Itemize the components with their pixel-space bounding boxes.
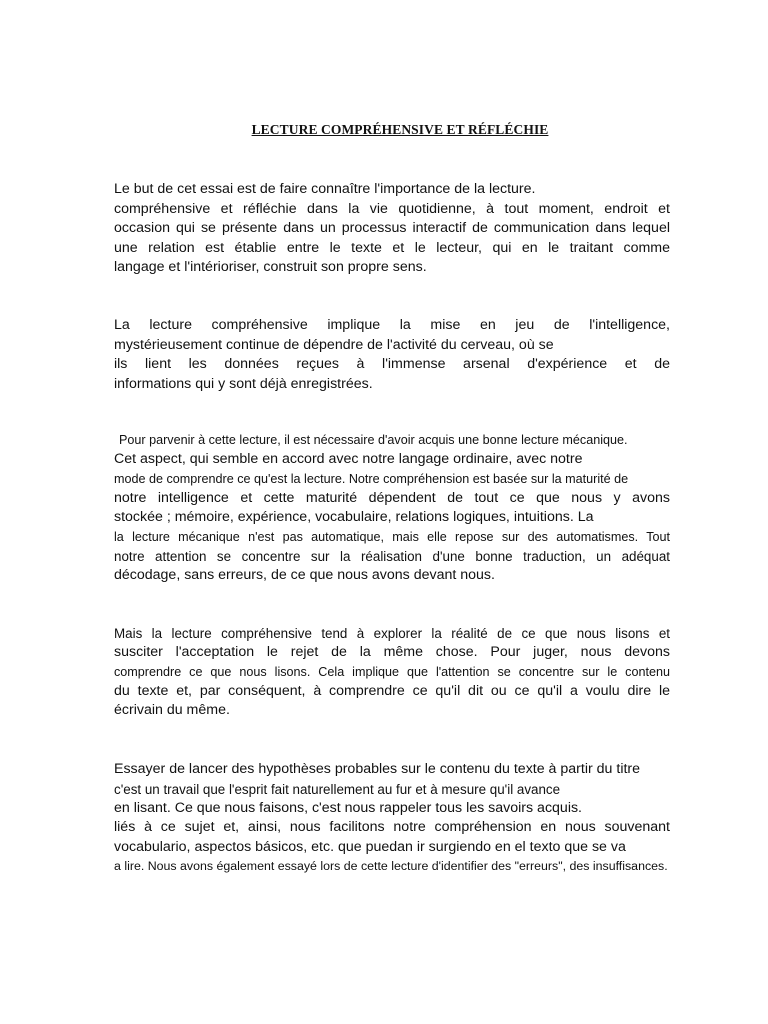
paragraph-line: c'est un travail que l'esprit fait naturellement au fur et à mesure qu'il avance [114,781,561,797]
paragraph-line: Pour parvenir à cette lecture, il est nécessaire d'avoir acquis une bonne lecture mécanique. [119,433,628,447]
paragraph-line: vocabulario, aspectos básicos, etc. que puedan ir surgiendo en el texto que se va [114,838,626,855]
paragraph-line: en lisant. Ce que nous faisons, c'est nous rappeler tous les savoirs acquis. [114,799,583,816]
paragraph-line: langage et l'intérioriser, construit son propre sens. [114,259,427,276]
paragraph-line: La lecture compréhensive implique la mise en jeu de l'intelligence, [114,317,670,333]
paragraph-line: comprendre ce que nous lisons. Cela implique que l'attention se concentre sur le contenu [114,664,670,679]
paragraph-line: Le but de cet essai est de faire connaître l'importance de la lecture. [114,181,536,197]
paragraph-line: la lecture mécanique n'est pas automatique, mais elle repose sur des automatismes. Tout [114,529,670,544]
paragraph-line: stockée ; mémoire, expérience, vocabulaire, relations logiques, intuitions. La [114,509,594,526]
paragraph-line: une relation est établie entre le texte et le lecteur, qui en le traitant comme [114,239,670,256]
paragraph-comprehensive-reading [114,624,670,721]
paragraph-line: notre attention se concentre sur la réalisation d'une bonne traduction, un adéquat [114,548,670,564]
document-title: LECTURE COMPRÉHENSIVE ET RÉFLÉCHIE [251,122,549,137]
paragraph-hypotheses [114,760,670,876]
paragraph-line: a lire. Nous avons également essayé lors de cette lecture d'identifier des "erreurs", des insuffisances. [114,859,668,874]
paragraph-line: susciter l'acceptation le rejet de la même chose. Pour juger, nous devons [114,644,670,660]
paragraph-line: notre intelligence et cette maturité dépendent de tout ce que nous y avons [114,489,670,506]
paragraph-line: informations qui y sont déjà enregistrées. [114,375,373,392]
paragraph-line: ils lient les données reçues à l'immense arsenal d'expérience et de [114,356,670,373]
paragraph-line: du texte et, par conséquent, à comprendre ce qu'il dit ou ce qu'il a voulu dire le [114,682,670,699]
paragraph-intelligence [114,316,670,394]
paragraph-purpose [114,180,670,278]
paragraph-line: Mais la lecture compréhensive tend à explorer la réalité de ce que nous lisons et [114,626,670,641]
paragraph-line: écrivain du même. [114,702,230,719]
paragraph-line: liés à ce sujet et, ainsi, nous facilitons notre compréhension en nous souvenant [114,819,670,836]
paragraph-line: Cet aspect, qui semble en accord avec notre langage ordinaire, avec notre [114,451,583,467]
paragraph-line: mystérieusement continue de dépendre de l'activité du cerveau, où se [114,336,554,353]
paragraph-line: Essayer de lancer des hypothèses probables sur le contenu du texte à partir du titre [114,761,641,777]
paragraph-line: mode de comprendre ce qu'est la lecture. Notre compréhension est basée sur la maturité de [114,471,629,486]
paragraph-line: occasion qui se présente dans un processus interactif de communication dans lequel [114,220,670,237]
paragraph-mechanical-reading [114,431,670,585]
paragraph-line: décodage, sans erreurs, de ce que nous avons devant nous. [114,566,495,583]
paragraph-line: compréhensive et réfléchie dans la vie quotidienne, à tout moment, endroit et [114,200,670,217]
